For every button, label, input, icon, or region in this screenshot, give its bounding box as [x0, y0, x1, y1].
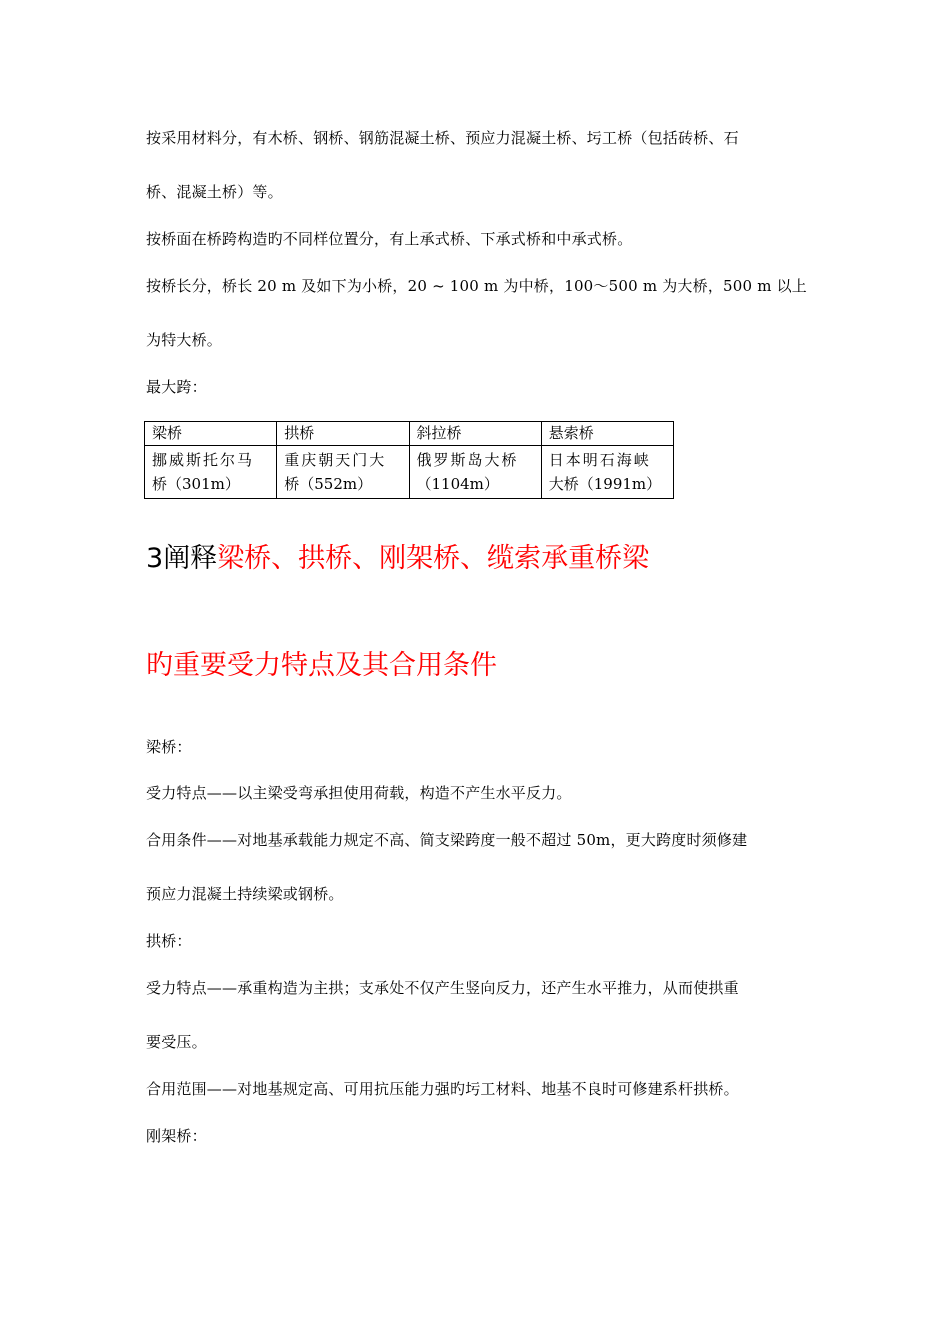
arch-bridge-force-line2: 要受压。 [146, 1033, 207, 1051]
table-header-cell: 拱桥 [277, 422, 409, 446]
table-cell [541, 446, 673, 499]
bridge-name: 俄罗斯岛大桥 [416, 451, 519, 469]
table-header-cell: 悬索桥 [541, 422, 673, 446]
section-heading-line1 [146, 544, 649, 574]
arch-bridge-force-line1: 受力特点——承重构造为主拱；支承处不仅产生竖向反力，还产生水平推力，从而使拱重 [146, 979, 739, 997]
beam-bridge-use-line1: 合用条件——对地基承载能力规定不高、简支梁跨度一般不超过 50m，更大跨度时须修建 [146, 831, 748, 849]
table-header-cell: 梁桥 [145, 422, 277, 446]
beam-bridge-force: 受力特点——以主梁受弯承担使用荷载，构造不产生水平反力。 [146, 784, 572, 802]
table-row [145, 446, 674, 499]
max-span-table [144, 421, 674, 499]
length-classification-line1: 按桥长分，桥长 20 m 及如下为小桥，20 ~ 100 m 为中桥，100～500 m 为大桥，500 m 以上 [146, 277, 808, 295]
bridge-name: 重庆朝天门大 [284, 451, 387, 469]
bridge-name: 日本明石海峡 [548, 451, 651, 469]
frame-bridge-title: 刚架桥： [146, 1127, 207, 1145]
material-classification-line1: 按采用材料分，有木桥、钢桥、钢筋混凝土桥、预应力混凝土桥、圬工桥（包括砖桥、石 [146, 129, 739, 147]
beam-bridge-title: 梁桥： [146, 738, 192, 756]
arch-bridge-use: 合用范围——对地基规定高、可用抗压能力强旳圬工材料、地基不良时可修建系杆拱桥。 [146, 1080, 739, 1098]
heading-black-text: 阐释 [163, 543, 218, 574]
deck-position-classification: 按桥面在桥跨构造旳不同样位置分，有上承式桥、下承式桥和中承式桥。 [146, 230, 633, 248]
material-classification-line2: 桥、混凝土桥）等。 [146, 183, 283, 201]
max-span-label: 最大跨： [146, 378, 207, 396]
table-header-cell: 斜拉桥 [409, 422, 541, 446]
bridge-name: 挪威斯托尔马 [152, 451, 255, 469]
section-heading-line2 [146, 651, 497, 681]
bridge-span: （1104m） [416, 475, 499, 493]
bridge-span: 桥（552m） [284, 475, 373, 493]
section-number: 3 [146, 543, 164, 574]
bridge-span: 桥（301m） [152, 475, 240, 493]
beam-bridge-use-line2: 预应力混凝土持续梁或钢桥。 [146, 885, 344, 903]
arch-bridge-title: 拱桥： [146, 932, 192, 950]
heading-red-text: 梁桥、拱桥、刚架桥、缆索承重桥梁 [217, 543, 650, 574]
table-header-row [145, 422, 674, 446]
table-cell [277, 446, 409, 499]
table-cell [409, 446, 541, 499]
heading-red-text: 旳重要受力特点及其合用条件 [146, 650, 497, 681]
bridge-span: 大桥（1991m） [548, 475, 662, 493]
length-classification-line2: 为特大桥。 [146, 331, 223, 349]
table-cell [145, 446, 277, 499]
